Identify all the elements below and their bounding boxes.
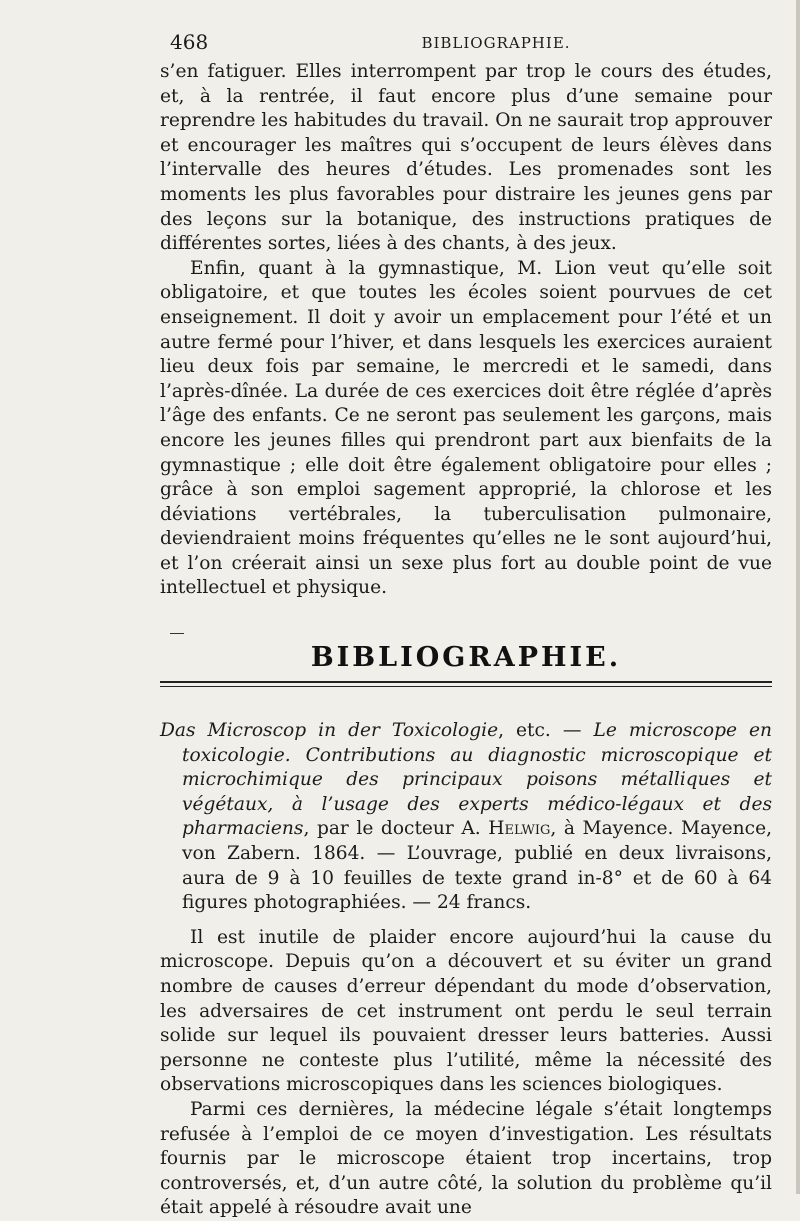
double-rule [160,681,772,687]
running-title: BIBLIOGRAPHIE. [421,34,571,52]
running-head [160,26,772,60]
bibliography-entry [160,719,772,916]
paragraph-legal-medicine: Parmi ces dernières, la médecine légale s’était longtemps refusée à l’emploi de ce moyen d’investigation. Les résultats fournis par le microscope étaient trop incertains, trop controversés, et, d’un autre côté, la solution du problème qu’il était appelé à résoudre avait une [160,1098,772,1219]
entry-title-french: Le microscope en toxicologie. Contributions au diagnostic microscopique et microchimique des principaux poisons métalliques et végétaux, à l’usage des experts médico-légaux et des pharmaciens [182,720,772,840]
section-title: BIBLIOGRAPHIE. [310,642,622,674]
entry-etc: , etc. — [498,720,594,742]
entry-author: Helwig [488,818,551,840]
paragraph-gymnastics: Enfin, quant à la gymnastique, M. Lion veut qu’elle soit obligatoire, et que toutes les écoles soient pourvues de cet enseignement. Il doit y avoir un emplacement pour l’été et un autre fermé pour l’hiver, et dans lesquels les exercices auraient lieu deux fois par semaine, le mercredi et le samedi, dans l’après-dînée. La durée de ces exercices doit être réglée d’après l’âge des enfants. Ce ne seront pas seulement les garçons, mais encore les jeunes filles qui prendront part aux bienfaits de la gymnastique ; elle doit être également obligatoire pour elles ; grâce à son emploi sagement approprié, la chlorose et les déviations vertébrales, la tuberculisation pulmonaire, deviendraient moins fréquentes qu’elles ne le sont aujourd’hui, et l’on créerait ainsi un sexe plus fort au double point de vue intellectuel et physique. [160,257,772,599]
page-number: 468 [170,30,209,54]
entry-details: , à Mayence. Mayence, von Zabern. 1864. — L’ouvrage, publié en deux livraisons, aura de 9 à 10 feuilles de texte grand in-8° et de 60 à 64 figures photographiées. — 24 francs. [182,818,772,914]
paragraph-continued: s’en fatiguer. Elles interrompent par trop le cours des études, et, à la rentrée, il faut encore plus d’une semaine pour reprendre les habitudes du travail. On ne saurait trop approuver et encourager les maîtres qui s’occupent de leurs élèves dans l’intervalle des heures d’études. Les promenades sont les moments les plus favorables pour distraire les jeunes gens par des leçons sur la botanique, des instructions pratiques de différentes sortes, liées à des chants, à des jeux. [160,61,772,255]
entry-title-german: Das Microscop in der Toxicologie [160,720,499,742]
entry-by: , par le docteur A. [303,818,489,840]
short-rule [170,633,184,634]
page-edge [796,0,800,1194]
paragraph-microscope: Il est inutile de plaider encore aujourd’hui la cause du microscope. Depuis qu’on a découvert et su éviter un grand nombre de causes d’erreur dépendant du mode d’observation, les adversaires de cet instrument ont perdu le seul terrain solide sur lequel ils pouvaient dresser leurs batteries. Aussi personne ne conteste plus l’utilité, même la nécessité des observations microscopiques dans les sciences biologiques. [160,926,772,1096]
